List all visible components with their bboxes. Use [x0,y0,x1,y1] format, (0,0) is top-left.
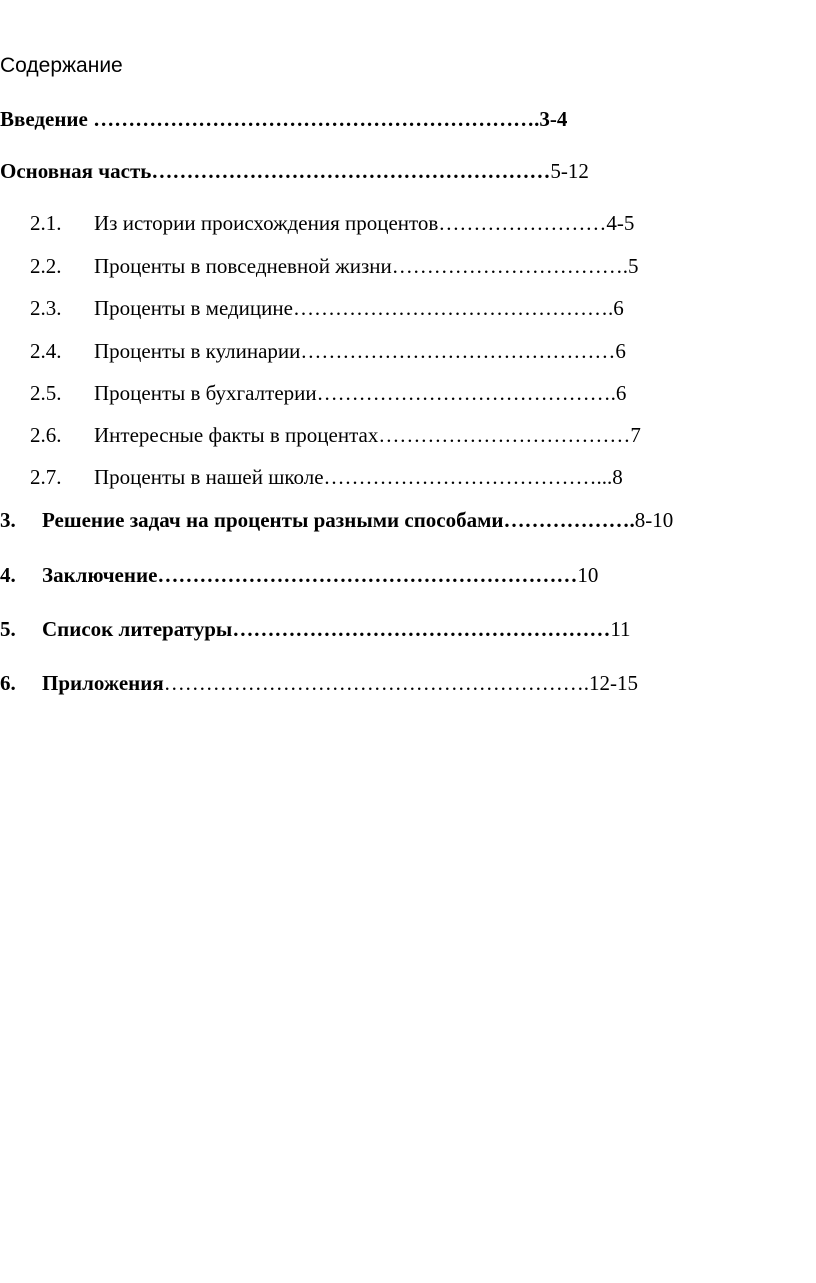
toc-entry-title: Решение задач на проценты разными способами [42,508,504,532]
toc-subentry-number: 2.2. [30,254,62,278]
toc-entry-leader: …………………………………………………… [157,563,578,587]
toc-entry-number: 6. [0,671,16,695]
toc-subentry-title: Проценты в кулинарии [94,339,301,363]
toc-subentry-leader: ……………………………… [378,423,631,447]
toc-entry-title: Основная часть [0,159,152,183]
toc-entry-pages: 8-10 [634,508,674,532]
toc-subentry-pages: 6 [615,339,626,363]
toc-subentry-number: 2.7. [30,465,62,489]
toc-entry-title: Заключение [42,563,158,587]
toc-entry-leader: ……………………………………………………. [163,671,589,695]
toc-entry-pages: 10 [577,563,599,587]
toc-entry-pages: 3-4 [539,107,568,131]
toc-subentry-leader: ……………………………………… [300,339,616,363]
toc-subentry-leader: …………………… [438,211,607,235]
toc-subentry-title: Проценты в медицине [94,296,293,320]
toc-entry-title: Приложения [42,671,164,695]
toc-entry-pages: 11 [610,617,631,641]
toc-subentry-title: Из истории происхождения процентов [94,211,439,235]
toc-entry-title: Список литературы [42,617,233,641]
toc-entry-leader: ………………………………………………………. [87,107,540,131]
toc-subentry-leader: ………………………………………. [292,296,614,320]
toc-subentry-title: Проценты в нашей школе [94,465,324,489]
toc-subentry-pages: 7 [630,423,641,447]
toc-entry-intro [0,109,567,130]
toc-entry-leader: ……………………………………………… [232,617,611,641]
toc-subentry-leader: ……………………………………. [316,381,616,405]
toc-subentry-number: 2.1. [30,211,62,235]
toc-subentry-title: Интересные факты в процентах [94,423,379,447]
toc-subentry-leader: ……………………………. [391,254,628,278]
toc-subentry-leader: …………………………………... [323,465,613,489]
toc-subentry-pages: 6 [615,381,627,405]
toc-entry-number: 5. [0,617,16,641]
toc-subentry-pages: 8 [612,465,623,489]
toc-entry-leader: ………………. [503,508,635,532]
toc-subentry-title: Проценты в повседневной жизни [94,254,392,278]
toc-entry-pages: 5-12 [550,159,589,183]
toc-heading: Содержание [0,54,123,77]
toc-subentry-number: 2.6. [30,423,62,447]
toc-entry-pages: 12-15 [588,671,638,695]
toc-entry-title: Введение [0,107,88,131]
toc-entry-number: 3. [0,508,16,532]
toc-subentry-number: 2.4. [30,339,62,363]
toc-subentry-pages: 6 [613,296,624,320]
toc-entry-leader: ………………………………………………… [151,159,551,183]
toc-entry-main [0,161,589,182]
toc-entry-number: 4. [0,563,16,587]
toc-subentry-pages: 4-5 [606,211,635,235]
toc-subentry-number: 2.5. [30,381,62,405]
toc-subentry-pages: 5 [627,254,639,278]
toc-subentry-number: 2.3. [30,296,62,320]
toc-subentry-title: Проценты в бухгалтерии [94,381,317,405]
